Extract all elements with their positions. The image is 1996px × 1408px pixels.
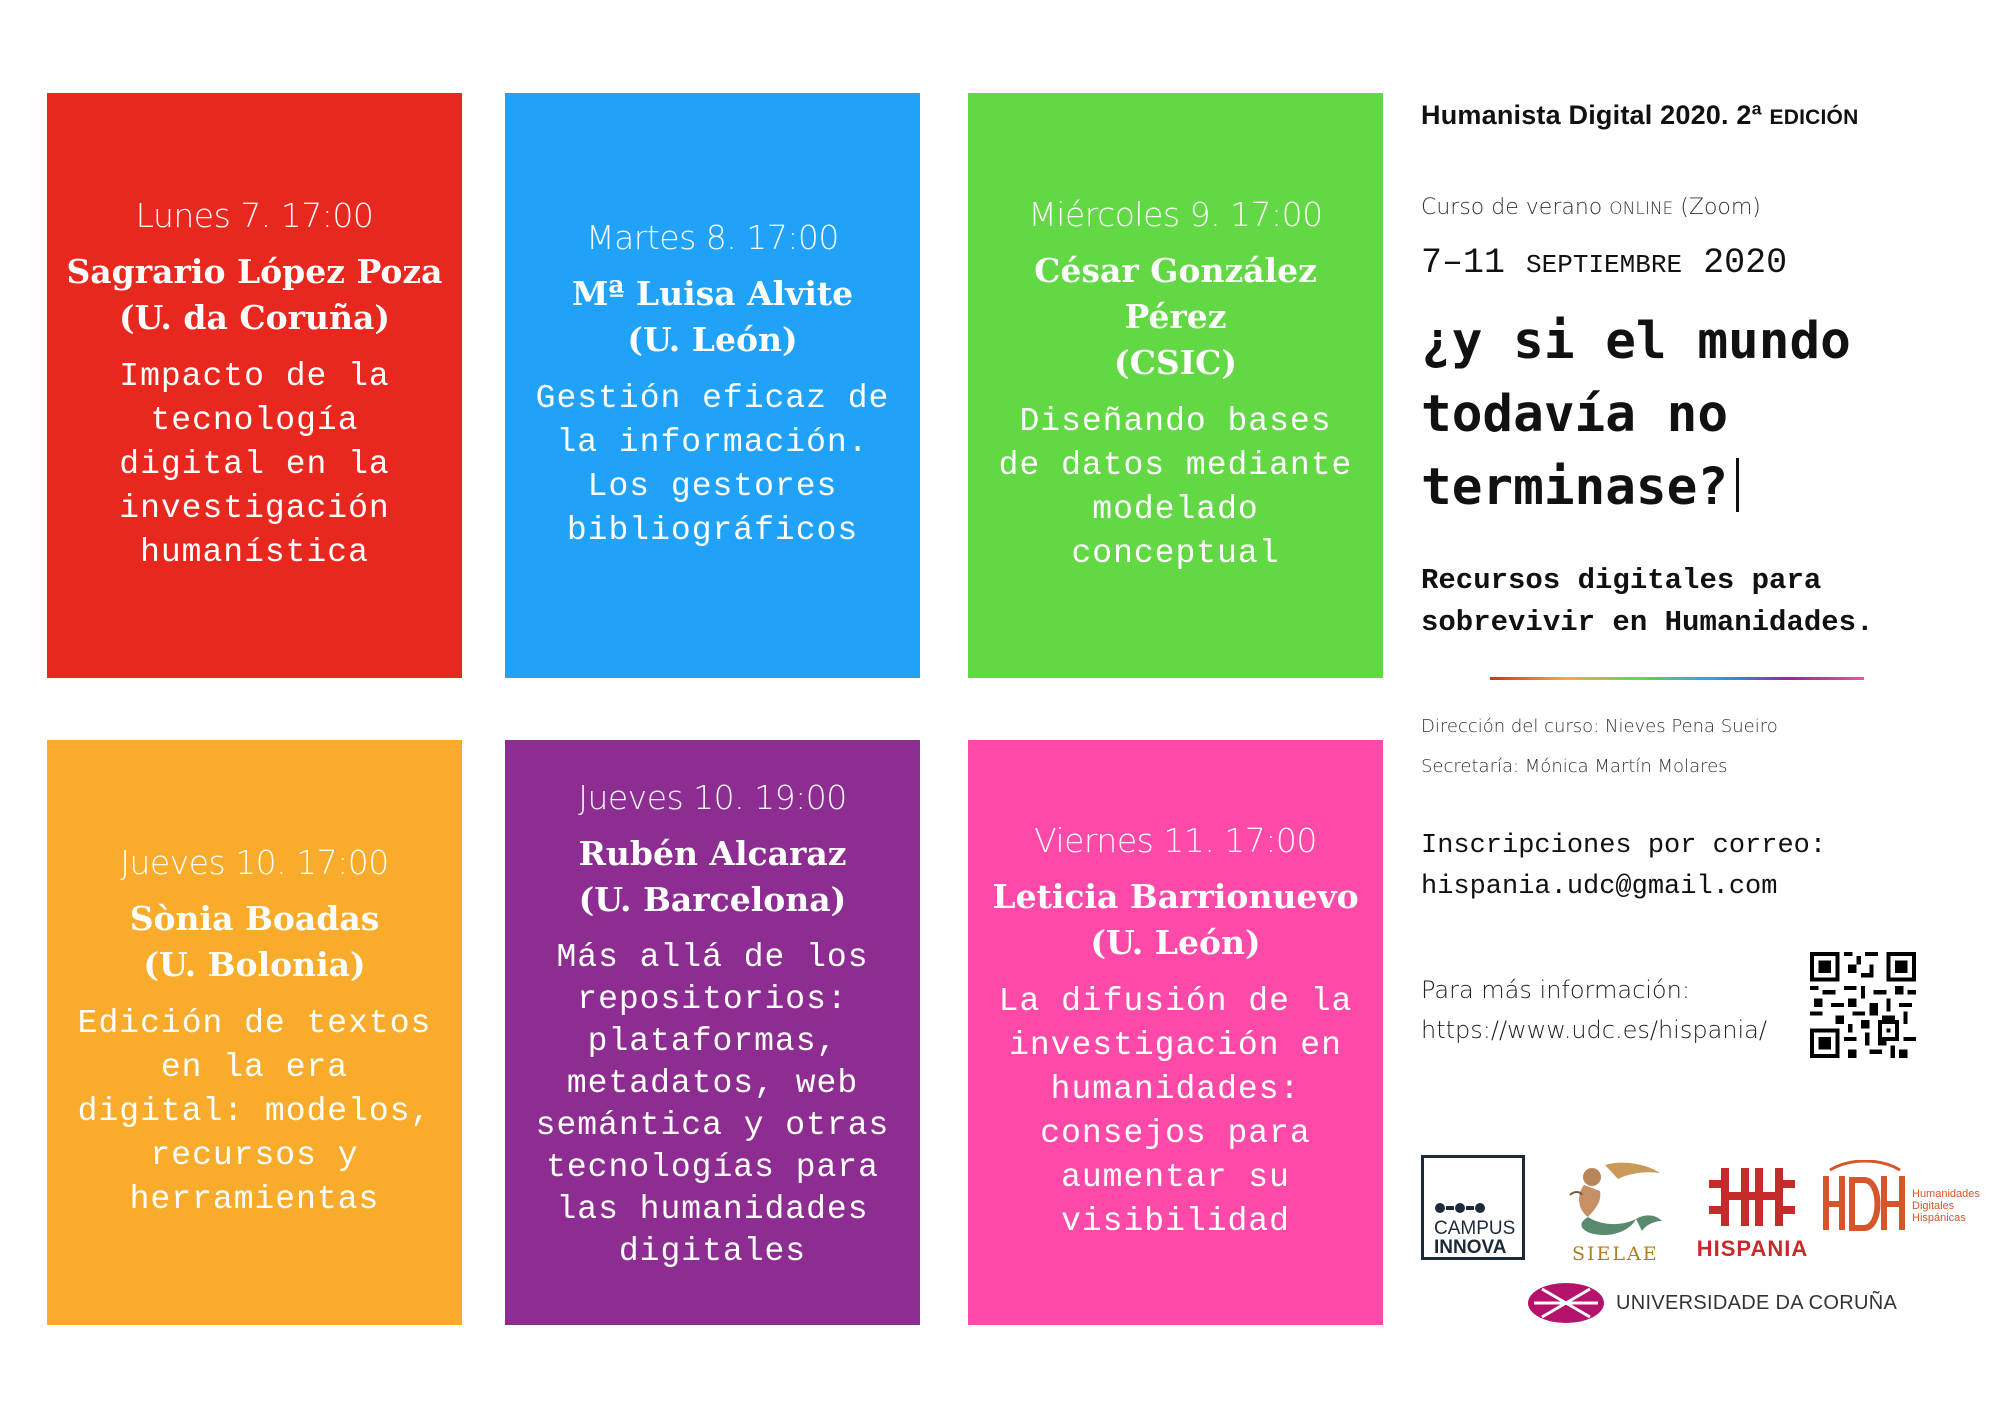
more-info-label: Para más información: [1421,976,1690,1004]
session-card-wednesday [968,93,1383,678]
session-talk-line: aumentar su [1061,1159,1290,1196]
sielae-label: SIELAE [1572,1243,1659,1265]
hdh-logo [1820,1160,1980,1250]
campus-innova-line2: INNOVA [1434,1237,1507,1258]
hdh-label-line2: Digitales [1912,1200,1955,1212]
session-day: Viernes 11. 17:00 [1034,821,1317,860]
session-talk-line: conceptual [1071,535,1280,572]
session-talk [119,355,389,575]
session-talk-line: humanística [140,534,369,571]
session-day: Miércoles 9. 17:00 [1028,195,1323,234]
course-secretary: Secretaría: Mónica Martín Molares [1421,756,1728,777]
session-talk-line: Diseñando bases [1019,403,1332,440]
text-cursor [1736,458,1739,512]
session-speaker: Leticia Barrionuevo [992,877,1359,916]
session-talk [536,377,890,553]
registration [1421,826,1826,908]
qr-code-icon[interactable] [1810,952,1916,1058]
hdh-label-line3: Hispánicas [1912,1212,1966,1224]
session-talk-line: La difusión de la [998,983,1353,1020]
session-speaker: Sònia Boadas [129,899,380,938]
dates-year: 2020 [1682,243,1788,283]
session-speaker: Sagrario López Poza [66,252,443,291]
hdh-label [1912,1188,1980,1224]
headline-question [1421,305,1981,524]
registration-label: Inscripciones por correo: [1421,831,1827,861]
session-talk-line: modelado [1092,491,1259,528]
session-talk-line: consejos para [1040,1115,1311,1152]
session-talk-line: investigación [119,490,390,527]
session-card-thursday-1 [47,740,462,1325]
session-talk-line: herramientas [129,1181,380,1218]
session-affiliation: (U. Bolonia) [143,945,366,984]
session-affiliation: (U. León) [1090,923,1261,962]
session-card-tuesday [505,93,920,678]
session-talk-line: bibliográficos [566,512,859,549]
event-title-small: EDICIÓN [1769,106,1859,129]
session-day: Martes 8. 17:00 [586,218,839,257]
session-talk-line: humanidades: [1050,1071,1301,1108]
session-affiliation: (CSIC) [1113,343,1238,382]
session-speaker: Mª Luisa Alvite [571,274,854,313]
session-talk-line: tecnologías para [546,1149,879,1186]
session-talk-line: repositorios: [577,981,848,1018]
session-talk-line: investigación en [1009,1027,1342,1064]
campus-innova-line1: CAMPUS [1434,1218,1516,1239]
more-info [1421,970,1767,1050]
session-talk-line: metadatos, web [566,1065,859,1102]
session-talk-line: tecnología [150,402,359,439]
session-talk-line: digital en la [119,446,390,483]
hdh-mark-icon [1820,1160,1910,1250]
session-speaker: Rubén Alcaraz [578,834,847,873]
session-talk-line: en la era [160,1049,349,1086]
session-talk [78,1002,432,1222]
course-line [1421,195,1761,220]
session-talk-line: plataformas, [587,1023,838,1060]
session-talk [999,400,1353,576]
session-talk-line: Gestión eficaz de [535,380,890,417]
session-talk-line: digital: modelos, [77,1093,432,1130]
session-talk-line: visibilidad [1061,1203,1290,1240]
session-talk-line: Edición de textos [77,1005,432,1042]
dates-days: 7–11 [1421,243,1527,283]
rainbow-divider [1490,677,1864,680]
course-director: Dirección del curso: Nieves Pena Sueiro [1421,716,1778,737]
session-affiliation: (U. León) [627,320,798,359]
session-talk-line: Impacto de la [119,358,390,395]
more-info-url[interactable]: https://www.udc.es/hispania/ [1421,1016,1767,1044]
session-day: Lunes 7. 17:00 [135,196,374,235]
session-talk-line: recursos y [150,1137,359,1174]
session-day: Jueves 10. 17:00 [120,843,389,882]
sielae-logo [1550,1155,1675,1265]
session-card-thursday-2 [505,740,920,1325]
session-affiliation: (U. Barcelona) [578,880,847,919]
course-dates [1421,243,1787,283]
session-card-friday [968,740,1383,1325]
campus-innova-logo [1421,1155,1525,1260]
registration-email[interactable]: hispania.udc@gmail.com [1421,872,1778,902]
subtitle: Recursos digitales para sobrevivir en Humanidades. [1421,564,1874,639]
session-affiliation: (U. da Coruña) [119,298,390,337]
hdh-label-line1: Humanidades [1912,1188,1980,1200]
session-talk-line: semántica y otras [535,1107,890,1144]
campus-innova-dots-icon [1434,1202,1514,1214]
session-talk-line: las humanidades [556,1191,869,1228]
udc-emblem-icon [1526,1280,1606,1326]
dates-month: SEPTIEMBRE [1526,250,1683,280]
session-card-monday [47,93,462,678]
event-title-main: Humanista Digital 2020. 2ª [1421,100,1762,130]
session-talk-line: Más allá de los [556,939,869,976]
session-day: Jueves 10. 19:00 [578,778,847,817]
session-talk-line: digitales [618,1233,807,1270]
session-talk [999,980,1353,1244]
session-talk-line: de datos mediante [998,447,1353,484]
course-online: ONLINE [1609,199,1674,219]
session-talk [536,937,890,1273]
course-suffix: (Zoom) [1673,195,1761,220]
session-talk-line: la información. [556,424,869,461]
udc-label: UNIVERSIDADE DA CORUÑA [1616,1292,1898,1314]
hispania-mark-icon [1695,1160,1810,1235]
course-prefix: Curso de verano [1421,195,1610,220]
headline-text: ¿y si el mundo todavía no terminase? [1421,312,1851,517]
hispania-logo [1695,1160,1810,1260]
triton-illustration-icon [1550,1155,1675,1245]
udc-logo [1526,1280,1898,1326]
session-speaker: César González Pérez [1034,251,1317,336]
hispania-label: HISPANIA [1696,1236,1809,1261]
session-talk-line: Los gestores [587,468,838,505]
event-title [1421,100,1858,131]
